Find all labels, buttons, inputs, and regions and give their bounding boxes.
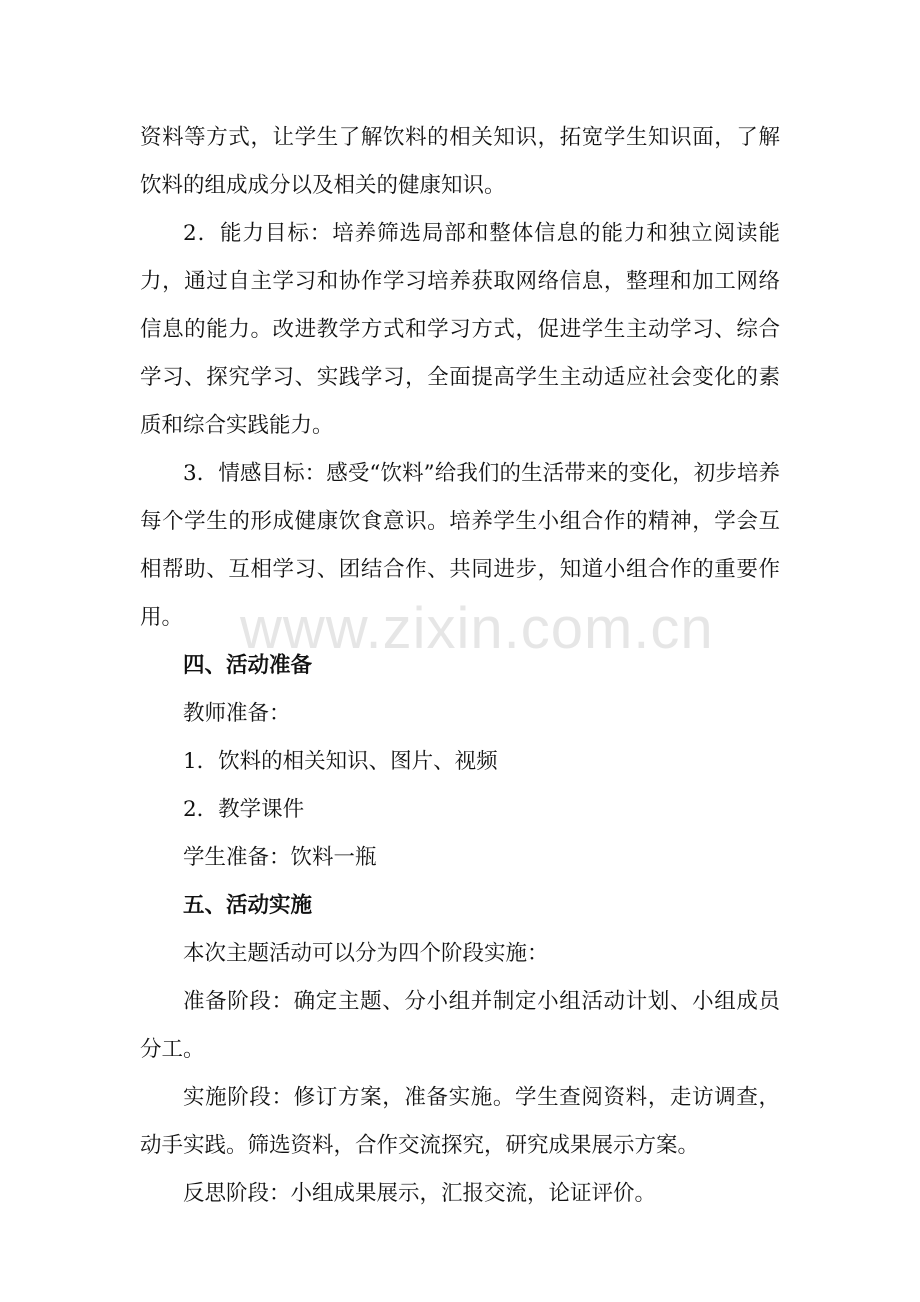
watermark: www.zixin.com.cn <box>240 596 714 661</box>
paragraph-implementation-intro: 本次主题活动可以分为四个阶段实施： <box>183 941 549 966</box>
paragraph-teacher-preparation: 教师准备： <box>183 701 291 726</box>
paragraph-knowledge-goal-continuation: 资料等方式，让学生了解饮料的相关知识，拓宽学生知识面，了解饮料的组成成分以及相关的健康知识。 <box>140 125 780 198</box>
paragraph-emotion-goal: 3．情感目标：感受“饮料”给我们的生活带来的变化，初步培养每个学生的形成健康饮食意识。培养学生小组合作的精神，学会互相帮助、互相学习、团结合作、共同进步，知道小组合作的重要作用。 <box>140 461 780 630</box>
paragraph-implementation-stage: 实施阶段：修订方案，准备实施。学生查阅资料，走访调查，动手实践。筛选资料，合作交流探究，研究成果展示方案。 <box>140 1085 780 1158</box>
paragraph-preparation-stage: 准备阶段：确定主题、分小组并制定小组活动计划、小组成员分工。 <box>140 989 780 1062</box>
heading-activity-preparation: 四、活动准备 <box>183 653 313 678</box>
paragraph-ability-goal: 2．能力目标：培养筛选局部和整体信息的能力和独立阅读能力，通过自主学习和协作学习培养获取网络信息，整理和加工网络信息的能力。改进教学方式和学习方式，促进学生主动学习、综合学习、探究学习、实践学习，全面提高学生主动适应社会变化的素质和综合实践能力。 <box>140 221 780 438</box>
paragraph-reflection-stage: 反思阶段：小组成果展示，汇报交流，论证评价。 <box>183 1181 657 1206</box>
paragraph-student-preparation: 学生准备：饮料一瓶 <box>183 845 377 870</box>
document-body <box>140 114 780 1218</box>
list-item-teacher-prep-1: 1．饮料的相关知识、图片、视频 <box>183 749 498 774</box>
heading-activity-implementation: 五、活动实施 <box>183 893 313 918</box>
list-item-teacher-prep-2: 2．教学课件 <box>183 797 305 822</box>
